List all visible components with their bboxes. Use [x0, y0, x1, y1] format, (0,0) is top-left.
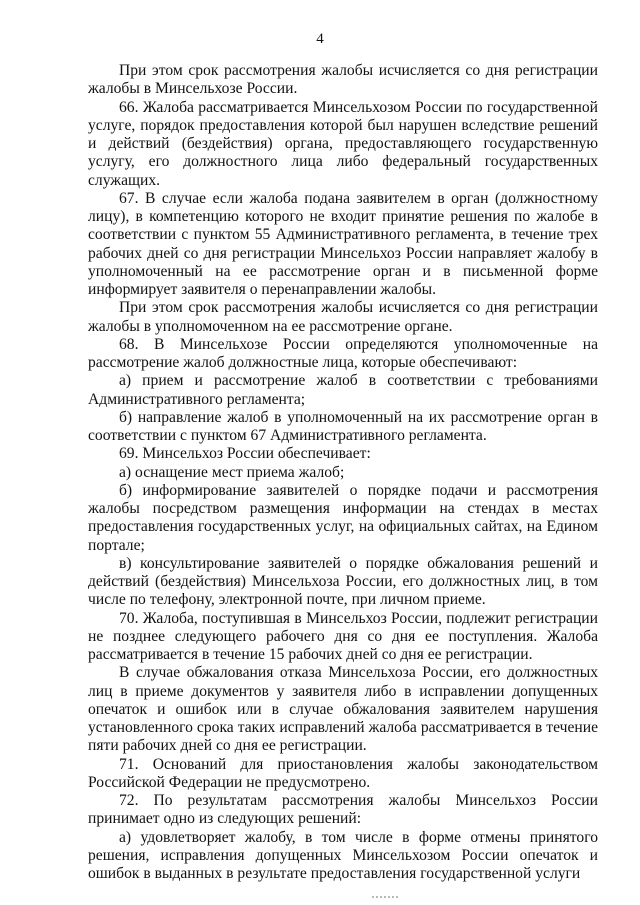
subitem: а) оснащение мест приема жалоб; [119, 463, 345, 481]
paragraph: При этом срок рассмотрения жалобы исчисляется со дня регистрации жалобы в уполномоченном на ее рассмотрение органе. [88, 299, 598, 335]
scan-artifact [372, 896, 400, 898]
subitem: б) направление жалоб в уполномоченный на их рассмотрение орган в соответствии с пунктом 67 Административного регламента. [88, 408, 598, 444]
page-number: 4 [316, 31, 324, 47]
paragraph-70: 70. Жалоба, поступившая в Минсельхоз России, подлежит регистрации не позднее следующего рабочего дня со дня ее поступления. Жалоба рассматривается в течение 15 рабочих дней со дня ее регистрации. [88, 609, 598, 663]
paragraph-67: 67. В случае если жалоба подана заявителем в орган (должностному лицу), в компетенцию которого не входит принятие решения по жалобе в соответствии с пунктом 55 Административного регламента, в течение трех рабочих дней со дня регистрации Минсельхоз России направляет жалобу в уполномоченный на ее рассмотрение орган и в письменной форме информирует заявителя о перенаправлении жалобы. [88, 189, 598, 298]
document-body [88, 62, 598, 883]
paragraph-69: 69. Минсельхоз России обеспечивает: [119, 445, 371, 463]
paragraph-66: 66. Жалоба рассматривается Минсельхозом России по государственной услуге, порядок предоставления которой был нарушен вследствие решений и действий (бездействия) органа, предоставляющего государственную услугу, его должностного лица либо федеральный государственных служащих. [88, 98, 598, 189]
paragraph-71: 71. Оснований для приостановления жалобы законодательством Российской Федерации не предусмотрено. [88, 755, 598, 791]
subitem: а) удовлетворяет жалобу, в том числе в форме отмены принятого решения, исправления допущенных Минсельхозом России опечаток и ошибок в выданных в результате предоставления государственной услуги [88, 828, 598, 882]
subitem: а) прием и рассмотрение жалоб в соответствии с требованиями Административного регламента; [88, 372, 598, 408]
paragraph-68: 68. В Минсельхозе России определяются уполномоченные на рассмотрение жалоб должностные лица, которые обеспечивают: [88, 335, 598, 371]
subitem: б) информирование заявителей о порядке подачи и рассмотрения жалобы посредством размещения информации на стендах в местах предоставления государственных услуг, на официальных сайтах, на Едином портале; [88, 481, 598, 554]
paragraph: В случае обжалования отказа Минсельхоза России, его должностных лиц в приеме документов у заявителя либо в исправлении допущенных опечаток и ошибок или в случае обжалования заявителем нарушения установленного срока таких исправлений жалоба рассматривается в течение пяти рабочих дней со дня ее регистрации. [88, 664, 598, 755]
paragraph: При этом срок рассмотрения жалобы исчисляется со дня регистрации жалобы в Минсельхозе России. [88, 62, 598, 98]
subitem: в) консультирование заявителей о порядке обжалования решений и действий (бездействия) Минсельхоза России, его должностных лиц, в том числе по телефону, электронной почте, при личном приеме. [88, 554, 598, 609]
paragraph-72: 72. По результатам рассмотрения жалобы Минсельхоз России принимает одно из следующих решений: [88, 792, 598, 828]
